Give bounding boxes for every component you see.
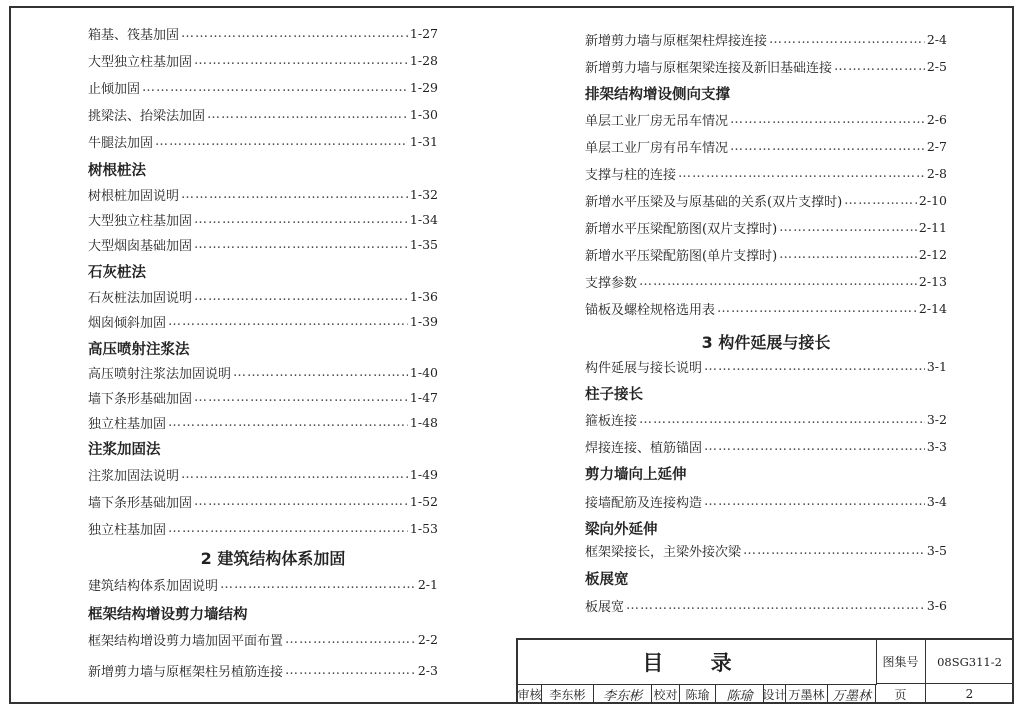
review-label: 审核 bbox=[518, 684, 542, 704]
toc-entry[interactable]: 框架梁接长，主梁外接次梁 …………………………………………………………………………………………………………………………………………………………………………………… 3-5 bbox=[585, 539, 947, 561]
toc-entry[interactable]: 烟囱倾斜加固 …………………………………………………………………………………………………………………………………………………………………………………… 1-39 bbox=[88, 310, 438, 332]
toc-entry[interactable]: 独立柱基加固 …………………………………………………………………………………………………………………………………………………………………………………… 1-48 bbox=[88, 411, 438, 433]
section-heading: 剪力墙向上延伸 bbox=[585, 467, 687, 483]
toc-entry[interactable]: 焊接连接、植筋锚固 …………………………………………………………………………………………………………………………………………………………………………………… 3-3 bbox=[585, 435, 947, 457]
checker-signature: 陈瑜 bbox=[716, 684, 764, 704]
toc-entry[interactable]: 止倾加固 …………………………………………………………………………………………………………………………………………………………………………………… 1-29 bbox=[88, 76, 438, 98]
toc-entry[interactable]: 箱基、筏基加固 …………………………………………………………………………………………………………………………………………………………………………………… 1-27 bbox=[88, 22, 438, 44]
toc-entry[interactable]: 接墙配筋及连接构造 …………………………………………………………………………………………………………………………………………………………………………………… 3-4 bbox=[585, 490, 947, 512]
page-label: 页 bbox=[876, 684, 926, 704]
page-number: 2 bbox=[965, 687, 974, 701]
reviewer-name: 李东彬 bbox=[542, 684, 594, 704]
toc-entry[interactable]: 支撑与柱的连接 …………………………………………………………………………………………………………………………………………………………………………………… 2-8 bbox=[585, 162, 947, 184]
section-heading: 梁向外延伸 bbox=[585, 522, 658, 538]
toc-entry[interactable]: 大型烟囱基础加固 …………………………………………………………………………………………………………………………………………………………………………………… 1-35 bbox=[88, 233, 438, 255]
toc-entry[interactable]: 支撑参数 …………………………………………………………………………………………………………………………………………………………………………………… 2-13 bbox=[585, 270, 947, 292]
atlas-number-label: 图集号 bbox=[876, 640, 926, 684]
toc-entry[interactable]: 新增剪力墙与原框架梁连接及新旧基础连接 …………………………………………………………………………………………………………………………………………………………………………………… 2-5 bbox=[585, 55, 947, 77]
section-heading: 框架结构增设剪力墙结构 bbox=[88, 607, 248, 623]
toc-entry[interactable]: 新增水平压梁配筋图(双片支撑时) …………………………………………………………………………………………………………………………………………………………………………………… 2-11 bbox=[585, 216, 947, 238]
toc-entry[interactable]: 新增水平压梁配筋图(单片支撑时) …………………………………………………………………………………………………………………………………………………………………………………… 2-12 bbox=[585, 243, 947, 265]
toc-entry[interactable]: 挑梁法、抬梁法加固 …………………………………………………………………………………………………………………………………………………………………………………… 1-30 bbox=[88, 103, 438, 125]
toc-entry[interactable]: 墙下条形基础加固 …………………………………………………………………………………………………………………………………………………………………………………… 1-47 bbox=[88, 386, 438, 408]
section-heading: 注浆加固法 bbox=[88, 442, 161, 458]
design-label: 设计 bbox=[764, 684, 786, 704]
toc-entry[interactable]: 单层工业厂房无吊车情况 …………………………………………………………………………………………………………………………………………………………………………………… 2-6 bbox=[585, 108, 947, 130]
toc-entry[interactable]: 单层工业厂房有吊车情况 …………………………………………………………………………………………………………………………………………………………………………………… 2-7 bbox=[585, 135, 947, 157]
section-heading: 板展宽 bbox=[585, 572, 629, 588]
title-block bbox=[516, 638, 1013, 704]
section-heading: 排架结构增设侧向支撑 bbox=[585, 87, 730, 103]
toc-entry[interactable]: 墙下条形基础加固 …………………………………………………………………………………………………………………………………………………………………………………… 1-52 bbox=[88, 490, 438, 512]
toc-entry[interactable]: 框架结构增设剪力墙加固平面布置 …………………………………………………………………………………………………………………………………………………………………………………… 2-2 bbox=[88, 628, 438, 650]
checker-name: 陈瑜 bbox=[680, 684, 716, 704]
sheet-title: 目 录 bbox=[518, 640, 877, 685]
toc-entry[interactable]: 箍板连接 …………………………………………………………………………………………………………………………………………………………………………………… 3-2 bbox=[585, 408, 947, 430]
toc-entry[interactable]: 锚板及螺栓规格选用表 …………………………………………………………………………………………………………………………………………………………………………………… 2-14 bbox=[585, 297, 947, 319]
section-heading: 高压喷射注浆法 bbox=[88, 342, 190, 358]
atlas-number: 08SG311-2 bbox=[926, 640, 1013, 684]
reviewer-signature: 李东彬 bbox=[594, 684, 652, 704]
section-heading: 柱子接长 bbox=[585, 387, 643, 403]
toc-entry[interactable]: 新增剪力墙与原框架柱焊接连接 …………………………………………………………………………………………………………………………………………………………………………………… 2-4 bbox=[585, 28, 947, 50]
toc-entry[interactable]: 树根桩加固说明 …………………………………………………………………………………………………………………………………………………………………………………… 1-32 bbox=[88, 183, 438, 205]
toc-entry[interactable]: 高压喷射注浆法加固说明 …………………………………………………………………………………………………………………………………………………………………………………… 1-40 bbox=[88, 361, 438, 383]
toc-entry[interactable]: 板展宽 …………………………………………………………………………………………………………………………………………………………………………………… 3-6 bbox=[585, 594, 947, 616]
designer-name: 万墨林 bbox=[786, 684, 828, 704]
toc-entry[interactable]: 牛腿法加固 …………………………………………………………………………………………………………………………………………………………………………………… 1-31 bbox=[88, 130, 438, 152]
section-heading: 石灰桩法 bbox=[88, 265, 146, 281]
toc-entry[interactable]: 建筑结构体系加固说明 …………………………………………………………………………………………………………………………………………………………………………………… 2-1 bbox=[88, 573, 438, 595]
toc-entry[interactable]: 独立柱基加固 …………………………………………………………………………………………………………………………………………………………………………………… 1-53 bbox=[88, 517, 438, 539]
toc-entry[interactable]: 大型独立柱基加固 …………………………………………………………………………………………………………………………………………………………………………………… 1-28 bbox=[88, 49, 438, 71]
toc-entry[interactable]: 新增水平压梁及与原基础的关系(双片支撑时) …………………………………………………………………………………………………………………………………………………………………………………… 2-10 bbox=[585, 189, 947, 211]
toc-entry[interactable]: 新增剪力墙与原框架柱另植筋连接 …………………………………………………………………………………………………………………………………………………………………………………… 2-3 bbox=[88, 659, 438, 681]
section-heading: 树根桩法 bbox=[88, 163, 146, 179]
toc-entry[interactable]: 构件延展与接长说明 …………………………………………………………………………………………………………………………………………………………………………………… 3-1 bbox=[585, 355, 947, 377]
toc-entry[interactable]: 大型独立柱基加固 …………………………………………………………………………………………………………………………………………………………………………………… 1-34 bbox=[88, 208, 438, 230]
toc-entry[interactable]: 石灰桩法加固说明 …………………………………………………………………………………………………………………………………………………………………………………… 1-36 bbox=[88, 285, 438, 307]
chapter-heading: 2 建筑结构体系加固 bbox=[200, 549, 346, 568]
designer-signature: 万墨林 bbox=[828, 684, 876, 704]
chapter-heading: 3 构件延展与接长 bbox=[701, 333, 831, 352]
check-label: 校对 bbox=[652, 684, 680, 704]
toc-entry[interactable]: 注浆加固法说明 …………………………………………………………………………………………………………………………………………………………………………………… 1-49 bbox=[88, 463, 438, 485]
